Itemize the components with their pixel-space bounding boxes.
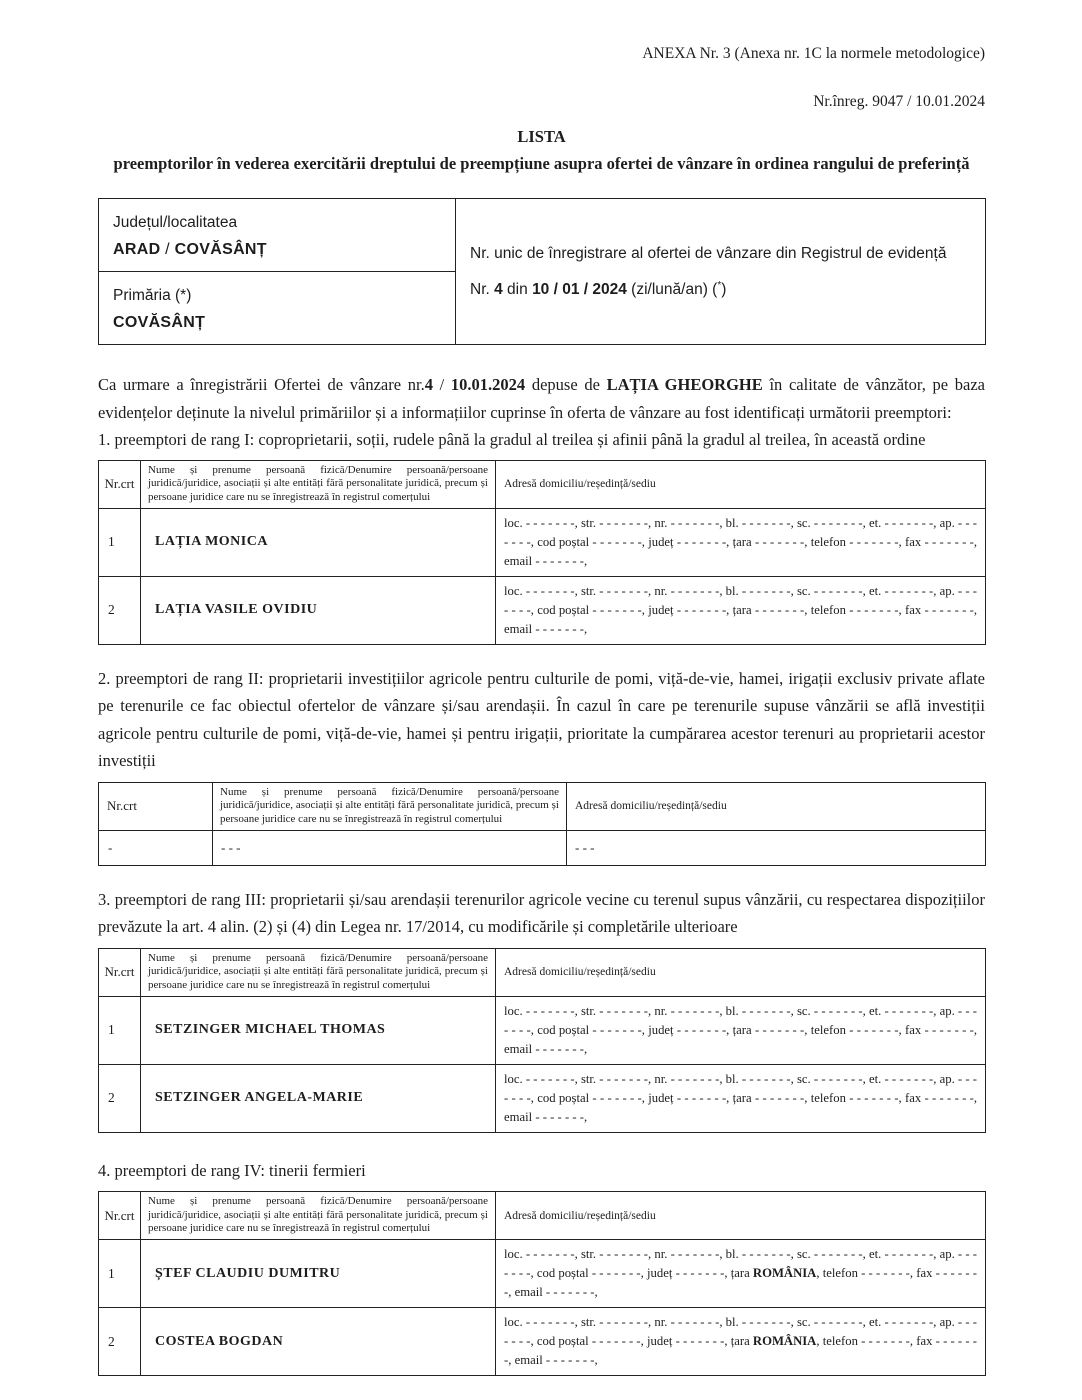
preemptor-address: loc. - - - - - - -, str. - - - - - - -, nr. - - - - - - -, bl. - - - - - - -, sc. - - - - - - -, et. - - - - - - -, ap. - - - - - - -, cod poștal - - - - - - -, județ - - - - - - -, țara - - - - - - -, telefon - - - - - - -, fax - - - - - - -, email - - - - - - -, (496, 996, 986, 1064)
country-value: ROMÂNIA (752, 1266, 817, 1280)
page-subtitle: preemptorilor în vederea exercitării dreptului de preempțiune asupra ofertei de vânzare în ordinea rangului de preferință (113, 154, 970, 173)
column-header-address: Adresă domiciliu/reședință/sediu (567, 782, 986, 830)
preemptor-name: SETZINGER MICHAEL THOMAS (141, 996, 496, 1064)
column-header-address: Adresă domiciliu/reședință/sediu (496, 948, 986, 996)
preemptor-name: SETZINGER ANGELA-MARIE (141, 1064, 496, 1132)
offer-registration-number-line: Nr. 4 din 10 / 01 / 2024 (zi/lună/an) (*) (470, 280, 727, 299)
rank1-table (98, 460, 986, 645)
column-header-address: Adresă domiciliu/reședință/sediu (496, 1192, 986, 1240)
table-row (99, 1240, 986, 1308)
cityhall-value: COVĂSÂNȚ (113, 314, 206, 331)
preemptor-address: loc. - - - - - - -, str. - - - - - - -, nr. - - - - - - -, bl. - - - - - - -, sc. - - - - - - -, et. - - - - - - -, ap. - - - - - - -, cod poștal - - - - - - -, județ - - - - - - -, țara - - - - - - -, telefon - - - - - - -, fax - - - - - - -, email - - - - - - -, (496, 508, 986, 576)
column-header-nr: Nr.crt (99, 460, 141, 508)
preemptor-name: ȘTEF CLAUDIU DUMITRU (141, 1240, 496, 1308)
rank4-table (98, 1191, 986, 1376)
column-header-address: Adresă domiciliu/reședință/sediu (496, 460, 986, 508)
column-header-name: Nume și prenume persoană fizică/Denumire persoană/persoane juridică/juridice, asociații și alte entități fără personalitate juridică, precum și persoane juridice care nu se înregistrează în registrul comerțului (213, 782, 567, 830)
table-row (99, 1064, 986, 1132)
footnote-star: * (717, 280, 722, 292)
row-number: 2 (99, 1308, 141, 1376)
county-cell (99, 199, 456, 272)
column-header-name: Nume și prenume persoană fizică/Denumire persoană/persoane juridică/juridice, asociații și alte entități fără personalitate juridică, precum și persoane juridice care nu se înregistrează în registrul comerțului (141, 948, 496, 996)
row-number: 1 (99, 508, 141, 576)
preemptor-address: - - - (567, 830, 986, 865)
offer-registration-cell (456, 199, 986, 345)
table-row (99, 996, 986, 1064)
annex-reference-line: ANEXA Nr. 3 (Anexa nr. 1C la normele metodologice) (642, 45, 985, 62)
column-header-nr: Nr.crt (99, 782, 213, 830)
preemptor-name: LAȚIA MONICA (141, 508, 496, 576)
registration-number-line: Nr.înreg. 9047 / 10.01.2024 (813, 93, 985, 110)
preemptor-name: - - - (213, 830, 567, 865)
column-header-name: Nume și prenume persoană fizică/Denumire persoană/persoane juridică/juridice, asociații și alte entități fără personalitate juridică, precum și persoane juridice care nu se înregistrează în registrul comerțului (141, 460, 496, 508)
table-header-row (99, 1192, 986, 1240)
county-value: ARAD / COVĂSÂNȚ (113, 241, 267, 258)
offer-number: 4 (494, 281, 503, 299)
rank2-table (98, 782, 986, 866)
row-number: - (99, 830, 213, 865)
preemptor-address: loc. - - - - - - -, str. - - - - - - -, nr. - - - - - - -, bl. - - - - - - -, sc. - - - - - - -, et. - - - - - - -, ap. - - - - - - -, cod poștal - - - - - - -, județ - - - - - - -, țara ROMÂNIA, telefon - - - - - - -, fax - - - - - - -, email - - - - - - -, (496, 1240, 986, 1308)
page-title: LISTA (517, 127, 566, 146)
country-value: ROMÂNIA (752, 1334, 817, 1348)
section-rank4-heading: 4. preemptori de rang IV: tinerii fermieri (98, 1160, 366, 1180)
table-header-row (99, 460, 986, 508)
row-number: 2 (99, 576, 141, 644)
table-header-row (99, 948, 986, 996)
section-rank2-heading: 2. preemptori de rang II: proprietarii investițiilor agricole pentru culturile de pomi, viță-de-vie, hamei, irigații exclusiv private aflate pe terenurile ce fac obiectul ofertelor de vânzare și/sau arendașii. În cazul în care pe terenurile supuse vânzării se află investiții agricole pentru culturile de pomi, viță-de-vie, hamei și pentru irigații, prioritate la cumpărarea acestor terenuri au proprietarii acestor investiții (98, 668, 985, 770)
preemptor-name: LAȚIA VASILE OVIDIU (141, 576, 496, 644)
registration-info-table (98, 198, 986, 345)
column-header-nr: Nr.crt (99, 1192, 141, 1240)
table-row (99, 1308, 986, 1376)
cityhall-label: Primăria (*) (113, 287, 192, 304)
table-row (99, 576, 986, 644)
table-row (99, 508, 986, 576)
row-number: 1 (99, 1240, 141, 1308)
table-header-row (99, 782, 986, 830)
table-row (99, 830, 986, 865)
column-header-nr: Nr.crt (99, 948, 141, 996)
seller-name: LAȚIA GHEORGHE (606, 375, 763, 394)
offer-registration-text: Nr. unic de înregistrare al ofertei de vânzare din Registrul de evidență (470, 245, 947, 263)
preemptor-address: loc. - - - - - - -, str. - - - - - - -, nr. - - - - - - -, bl. - - - - - - -, sc. - - - - - - -, et. - - - - - - -, ap. - - - - - - -, cod poștal - - - - - - -, județ - - - - - - -, țara - - - - - - -, telefon - - - - - - -, fax - - - - - - -, email - - - - - - -, (496, 1064, 986, 1132)
cityhall-cell (99, 272, 456, 345)
intro-paragraph: Ca urmare a înregistrării Ofertei de vânzare nr.4 / 10.01.2024 depuse de LAȚIA GHEORGHE în calitate de vânzător, pe baza evidențelor deținute la nivelul primăriilor și a informațiilor cuprinse în oferta de vânzare au fost identificați următorii preemptori: (98, 375, 985, 422)
section-rank1-heading: 1. preemptori de rang I: coproprietarii, soții, rudele până la gradul al treilea și afinii până la gradul al treilea, în această ordine (98, 430, 926, 449)
row-number: 1 (99, 996, 141, 1064)
preemptor-address: loc. - - - - - - -, str. - - - - - - -, nr. - - - - - - -, bl. - - - - - - -, sc. - - - - - - -, et. - - - - - - -, ap. - - - - - - -, cod poștal - - - - - - -, județ - - - - - - -, țara ROMÂNIA, telefon - - - - - - -, fax - - - - - - -, email - - - - - - -, (496, 1308, 986, 1376)
section-rank3-heading: 3. preemptori de rang III: proprietarii și/sau arendașii terenurilor agricole vecine cu terenul supus vânzării, cu respectarea dispozițiilor prevăzute la art. 4 alin. (2) și (4) din Legea nr. 17/2014, cu modificările și completările ulterioare (98, 889, 985, 936)
preemptor-name: COSTEA BOGDAN (141, 1308, 496, 1376)
column-header-name: Nume și prenume persoană fizică/Denumire persoană/persoane juridică/juridice, asociații și alte entități fără personalitate juridică, precum și persoane juridice care nu se înregistrează în registrul comerțului (141, 1192, 496, 1240)
offer-date: 10 / 01 / 2024 (532, 281, 627, 299)
preemptor-address: loc. - - - - - - -, str. - - - - - - -, nr. - - - - - - -, bl. - - - - - - -, sc. - - - - - - -, et. - - - - - - -, ap. - - - - - - -, cod poștal - - - - - - -, județ - - - - - - -, țara - - - - - - -, telefon - - - - - - -, fax - - - - - - -, email - - - - - - -, (496, 576, 986, 644)
intro-offer-date: 10.01.2024 (450, 375, 526, 394)
county-label: Județul/localitatea (113, 214, 238, 231)
intro-offer-number: 4 (424, 375, 433, 394)
row-number: 2 (99, 1064, 141, 1132)
rank3-table (98, 948, 986, 1133)
